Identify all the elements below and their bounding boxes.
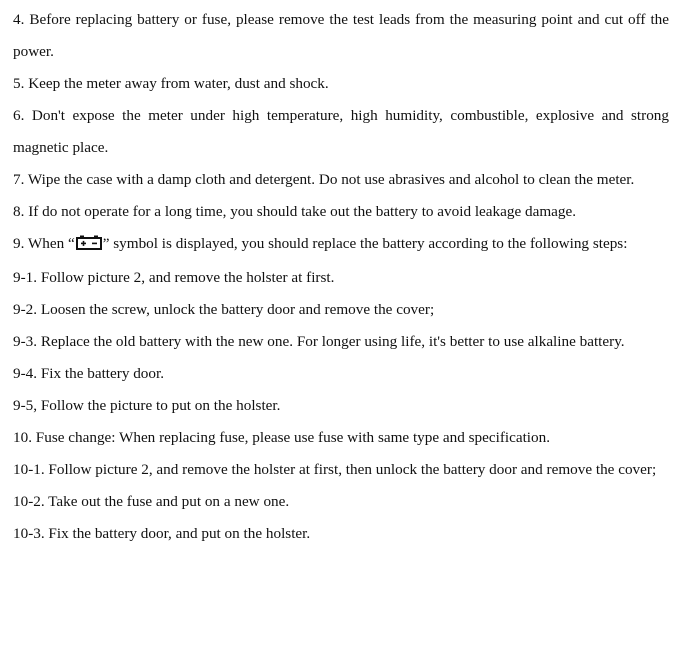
instruction-item-9-2: 9-2. Loosen the screw, unlock the battery door and remove the cover; [13,301,435,318]
instruction-item-10-2: 10-2. Take out the fuse and put on a new one. [13,493,290,510]
instruction-item-7: 7. Wipe the case with a damp cloth and detergent. Do not use abrasives and alcohol to clean the meter. [13,171,635,188]
instruction-item-9 [13,228,669,262]
item-9-text-before-icon: 9. When “ [13,235,75,252]
instruction-item-10-1: 10-1. Follow picture 2, and remove the holster at first, then unlock the battery door and remove the cover; [13,461,657,478]
instruction-item-5: 5. Keep the meter away from water, dust and shock. [13,75,329,92]
instruction-item-6: 6. Don't expose the meter under high temperature, high humidity, combustible, explosive and strong magnetic place. [13,107,669,156]
instruction-item-9-4: 9-4. Fix the battery door. [13,365,165,382]
instruction-item-10-3: 10-3. Fix the battery door, and put on the holster. [13,525,311,542]
item-9-text-after-icon: ” symbol is displayed, you should replace the battery according to the following steps: [102,235,628,252]
instruction-item-8: 8. If do not operate for a long time, you should take out the battery to avoid leakage damage. [13,203,577,220]
instruction-item-9-5: 9-5, Follow the picture to put on the holster. [13,397,281,414]
instruction-item-4: 4. Before replacing battery or fuse, please remove the test leads from the measuring point and cut off the power. [13,11,669,60]
instruction-item-9-1: 9-1. Follow picture 2, and remove the holster at first. [13,269,335,286]
battery-icon [76,230,102,262]
instruction-item-9-3: 9-3. Replace the old battery with the new one. For longer using life, it's better to use alkaline battery. [13,333,625,350]
instruction-item-10: 10. Fuse change: When replacing fuse, please use fuse with same type and specification. [13,429,551,446]
